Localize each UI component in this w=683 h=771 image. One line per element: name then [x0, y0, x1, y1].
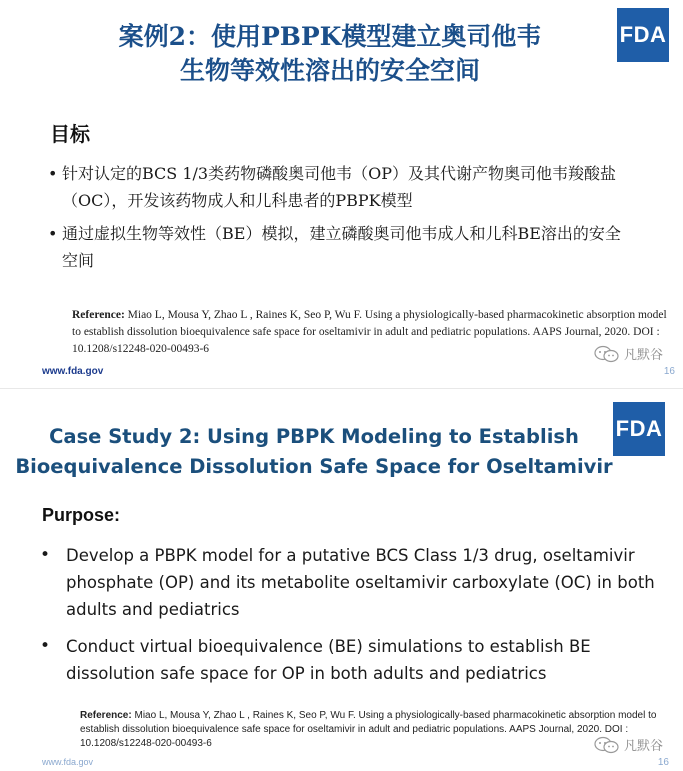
fda-logo: FDA	[617, 8, 669, 62]
watermark	[594, 344, 663, 363]
list-item	[48, 220, 668, 274]
bullet-text: 通过虚拟生物等效性（BE）模拟，建立磷酸奥司他韦成人和儿科BE溶出的安全空间	[62, 224, 621, 270]
fda-website-link[interactable]: www.fda.gov	[42, 366, 104, 377]
page-number: 16	[663, 366, 675, 377]
bullet-list	[48, 160, 668, 280]
title-line-1: 案例2：使用PBPK模型建立奥司他韦	[118, 22, 542, 51]
reference	[80, 709, 660, 751]
reference-label: Reference:	[72, 309, 125, 321]
reference-text: Miao L, Mousa Y, Zhao L , Raines K, Seo P, Wu F. Using a physiologically-based pharmacokinetic absorption model to establish dissolution bioequivalence safe space for oseltamivir in adult and pediatric populations. AAPS Journal, 2020. DOI : 10.1208/s12248-020-00493-6	[72, 309, 667, 355]
section-heading: 目标	[50, 122, 90, 146]
wechat-icon	[594, 345, 620, 363]
page-number: 16	[657, 757, 669, 768]
title-line-1: Case Study 2: Using PBPK Modeling to Establish	[49, 425, 579, 448]
bullet-icon: •	[48, 164, 58, 183]
wechat-icon	[594, 736, 620, 754]
fda-website-link[interactable]: www.fda.gov	[42, 757, 94, 767]
list-item	[40, 542, 670, 623]
slide-title	[60, 20, 600, 88]
list-item	[48, 160, 668, 214]
title-line-2: 生物等效性溶出的安全空间	[179, 56, 480, 85]
reference-text: Miao L, Mousa Y, Zhao L , Raines K, Seo P, Wu F. Using a physiologically-based pharmacokinetic absorption model to establish dissolution bioequivalence safe space for oseltamivir in adult and pediatric populations. AAPS Journal, 2020. DOI : 10.1208/s12248-020-00493-6	[80, 710, 657, 749]
section-heading: Purpose:	[42, 505, 121, 525]
list-item	[40, 633, 670, 687]
bullet-icon: •	[40, 636, 51, 656]
reference	[72, 307, 672, 358]
reference-label: Reference:	[80, 710, 132, 721]
slide-divider	[0, 388, 683, 389]
bullet-text: Develop a PBPK model for a putative BCS Class 1/3 drug, oseltamivir phosphate (OP) and its metabolite oseltamivir carboxylate (OC) in both adults and pediatrics	[66, 546, 655, 619]
bullet-text: 针对认定的BCS 1/3类药物磷酸奥司他韦（OP）及其代谢产物奥司他韦羧酸盐（OC），开发该药物成人和儿科患者的PBPK模型	[62, 164, 616, 210]
slide-title	[14, 422, 614, 482]
bullet-icon: •	[40, 545, 51, 565]
title-line-2: Bioequivalence Dissolution Safe Space for Oseltamivir	[15, 455, 613, 478]
watermark-text: 凡默谷	[623, 739, 663, 754]
bullet-icon: •	[48, 224, 58, 243]
fda-logo: FDA	[613, 402, 665, 456]
bullet-text: Conduct virtual bioequivalence (BE) simulations to establish BE dissolution safe space for OP in both adults and pediatrics	[66, 637, 591, 683]
bullet-list	[40, 542, 670, 697]
watermark-text: 凡默谷	[623, 348, 663, 363]
watermark	[594, 735, 663, 754]
